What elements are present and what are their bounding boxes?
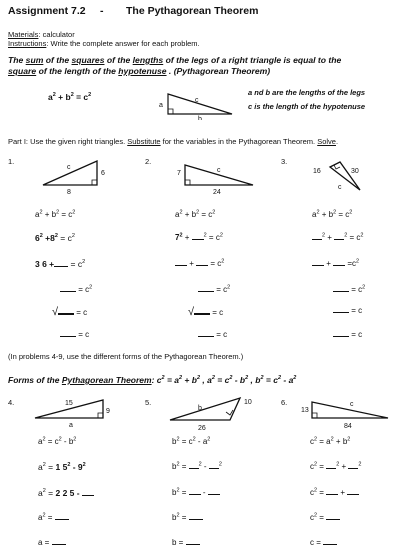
label-c: c (350, 401, 354, 408)
p2-row-4: = $c^2$ (198, 285, 230, 294)
theorem-lengths: lengths (132, 55, 164, 65)
label-13: 13 (301, 407, 309, 414)
p3-row-5: = c (333, 306, 362, 315)
problem-4-triangle (25, 392, 115, 432)
p2-row-6: = c (198, 330, 227, 339)
page-title: The Pythagorean Theorem (126, 5, 259, 17)
problem-3-number: 3. (281, 157, 288, 166)
materials-value: : calculator (38, 30, 75, 39)
part1-text: for the variables in the Pythagorean Theorem. (160, 137, 318, 146)
legs-note: a nd b are the lengths of the legs (248, 88, 366, 97)
p2-row-3: + = $c^2$ (175, 259, 224, 268)
p5-row-1: $b^2 = c^2 - a^2$ (172, 436, 211, 446)
diagram-label-c: c (195, 97, 199, 104)
theorem-text: The (8, 55, 26, 65)
p3-row-1: $a^2 + b^2 = c^2$ (312, 209, 353, 219)
problem-1-triangle (35, 155, 115, 195)
theorem-line-2 (8, 66, 270, 76)
diagram-label-a: a (159, 102, 163, 109)
p1-row-5: √ = c (52, 306, 88, 318)
instructions-line (8, 39, 200, 48)
p4-row-3: $a^2 = 2$ 2 5 - (38, 488, 94, 498)
label-6: 6 (101, 170, 105, 177)
label-26: 26 (198, 425, 206, 432)
label-c: c (338, 184, 342, 191)
p6-row-2: $c^2 = ^2 + ^2$ (310, 461, 362, 471)
p4-row-5: a = (38, 538, 66, 547)
label-c: c (217, 167, 221, 174)
problem-6-triangle (300, 390, 400, 435)
p1-row-4: = $c^2$ (60, 285, 92, 294)
assignment-label: Assignment 7.2 (8, 5, 86, 17)
forms-label: Forms of the (8, 375, 62, 385)
label-10: 10 (244, 399, 252, 406)
label-9: 9 (106, 408, 110, 415)
problem-3-triangle (305, 155, 375, 200)
label-b: b (198, 405, 202, 412)
materials-line (8, 30, 75, 39)
p2-row-1: $a^2 + b^2 = c^2$ (175, 209, 216, 219)
theorem-squares: squares (71, 55, 105, 65)
theorem-text: of the legs of a right triangle is equal to the (163, 55, 342, 65)
p6-row-1: $c^2 = a^2 + b^2$ (310, 436, 351, 446)
p1-row-3: 3 6 + = $c^2$ (35, 259, 86, 269)
problem-2-number: 2. (145, 157, 152, 166)
p2-row-2: $7^2 + ^2 = c^2$ (175, 232, 223, 242)
main-formula: $a^2 + b^2 = c^2$ (48, 92, 92, 102)
problem-6-number: 6. (281, 398, 288, 407)
label-8: 8 (67, 189, 71, 195)
p5-row-5: b = (172, 538, 200, 547)
p4-row-2: $a^2 = 1$ $5^2 - 9^2$ (38, 462, 86, 472)
theorem-triangle-diagram (150, 80, 240, 120)
p1-row-2: $6^2 +8^2 = c^2$ (35, 233, 75, 243)
theorem-text: of the length of the (36, 66, 119, 76)
part2-note: (In problems 4-9, use the different forms of the Pythagorean Theorem.) (8, 352, 244, 361)
label-7: 7 (177, 170, 181, 177)
part1-text: . (335, 137, 339, 146)
theorem-sum: sum (25, 55, 44, 65)
header-dash: - (100, 5, 104, 17)
forms-name: Pythagorean Theorem (61, 375, 152, 385)
theorem-line-1 (8, 55, 341, 65)
label-c: c (67, 164, 71, 171)
problem-5-triangle (160, 390, 260, 435)
p6-row-3: $c^2$ = + (310, 488, 359, 497)
part1-solve: Solve (317, 137, 336, 146)
p3-row-3: + $=c^2$ (312, 259, 359, 268)
theorem-text: of the (104, 55, 133, 65)
label-30: 30 (351, 168, 359, 175)
label-a: a (69, 422, 73, 429)
p3-row-2: $^2 + ^2 = c^2$ (312, 233, 363, 242)
part1-label: Part I: (8, 137, 29, 146)
p5-row-4: $b^2$ = (172, 513, 203, 522)
problem-4-number: 4. (8, 398, 15, 407)
p4-row-1: $a^2 = c^2 - b^2$ (38, 436, 77, 446)
instructions-label: Instructions (8, 39, 47, 48)
p5-row-2: $b^2 = ^2 - ^2$ (172, 461, 222, 471)
p5-row-3: $b^2$ = - (172, 488, 220, 497)
label-84: 84 (344, 423, 352, 430)
label-15: 15 (65, 400, 73, 407)
materials-label: Materials (8, 30, 39, 39)
diagram-label-b: b (198, 116, 202, 120)
theorem-text: of the (43, 55, 72, 65)
part1-instructions (8, 137, 338, 146)
theorem-square: square (8, 66, 37, 76)
forms-line: Forms of the Pythagorean Theorem: $c^2 = a^2 + b^2$ , $a^2 = c^2 - b^2$ , $b^2 = c^2 - a^2$ (8, 375, 297, 385)
part1-text: Use the given right triangles. (28, 137, 128, 146)
instructions-value: : Write the complete answer for each problem. (46, 39, 200, 48)
p6-row-4: $c^2$ = (310, 513, 340, 522)
problem-2-triangle (165, 155, 260, 195)
label-16: 16 (313, 168, 321, 175)
p4-row-4: $a^2$ = (38, 513, 69, 522)
p3-row-6: = c (333, 330, 362, 339)
p6-row-5: c = (310, 538, 337, 547)
problem-5-number: 5. (145, 398, 152, 407)
theorem-hypotenuse: hypotenuse (118, 66, 167, 76)
theorem-text: . (Pythagorean Theorem) (166, 66, 271, 76)
part1-substitute: Substitute (127, 137, 161, 146)
label-24: 24 (213, 189, 221, 195)
p2-row-5: √ = c (188, 306, 224, 318)
p1-row-6: = c (60, 330, 89, 339)
p3-row-4: = $c^2$ (333, 285, 365, 294)
hypotenuse-note: c is the length of the hypotenuse (248, 102, 366, 111)
problem-1-number: 1. (8, 157, 15, 166)
p1-row-1: $a^2 + b^2 = c^2$ (35, 209, 76, 219)
